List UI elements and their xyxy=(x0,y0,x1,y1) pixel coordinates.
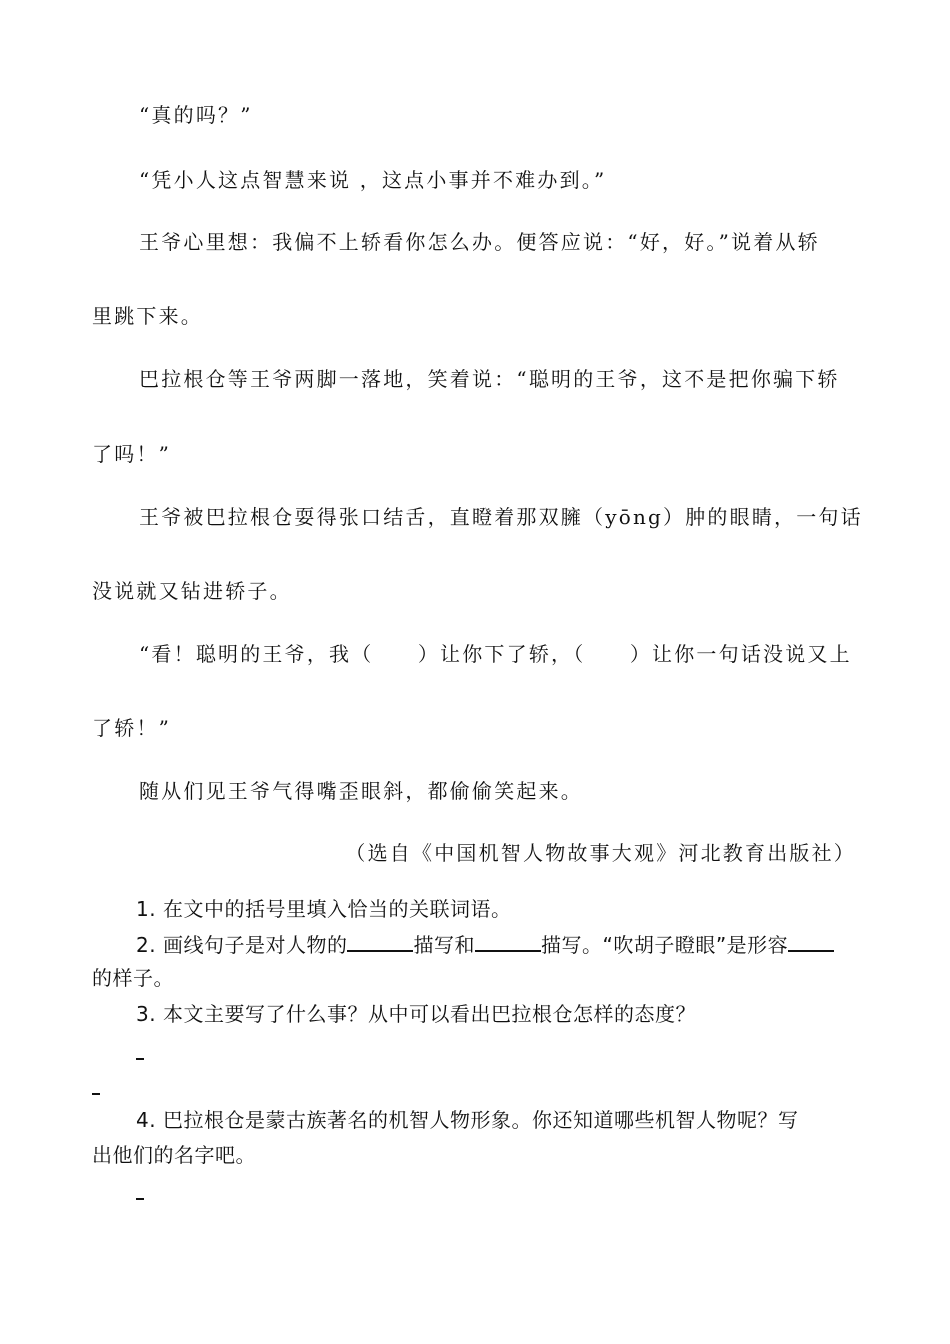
answer-blank-2[interactable] xyxy=(475,930,541,952)
question-2 xyxy=(136,930,834,959)
source-citation: （选自《中国机智人物故事大观》河北教育出版社） xyxy=(345,841,856,865)
story-line-9: “看！聪明的王爷，我（ ）让你下了轿，（ ）让你一句话没说又上 xyxy=(139,642,852,666)
question-4-line-2: 出他们的名字吧。 xyxy=(92,1143,256,1167)
question-4-line-1: 4. 巴拉根仓是蒙古族著名的机智人物形象。你还知道哪些机智人物呢？写 xyxy=(136,1108,799,1132)
answer-line-3a[interactable] xyxy=(136,1058,144,1060)
question-2-part-2: 描写和 xyxy=(413,933,475,957)
question-2-part-1: 2. 画线句子是对人物的 xyxy=(136,933,348,957)
answer-blank-3[interactable] xyxy=(788,930,834,952)
question-3: 3. 本文主要写了什么事？从中可以看出巴拉根仓怎样的态度？ xyxy=(136,1002,696,1026)
question-2-part-3: 描写。“吹胡子瞪眼”是形容 xyxy=(540,933,789,957)
story-line-2: “凭小人这点智慧来说 ，这点小事并不难办到。” xyxy=(139,168,607,192)
story-line-1: “真的吗？” xyxy=(139,103,253,127)
story-line-6: 了吗！” xyxy=(92,442,172,466)
story-line-4: 里跳下来。 xyxy=(92,304,203,328)
answer-line-4[interactable] xyxy=(136,1198,144,1200)
story-line-8: 没说就又钻进轿子。 xyxy=(92,579,292,603)
story-line-11: 随从们见王爷气得嘴歪眼斜，都偷偷笑起来。 xyxy=(139,779,583,803)
answer-line-3b[interactable] xyxy=(92,1093,100,1095)
story-line-10: 了轿！” xyxy=(92,716,172,740)
story-line-5: 巴拉根仓等王爷两脚一落地，笑着说：“聪明的王爷，这不是把你骗下轿 xyxy=(139,367,840,391)
question-1: 1. 在文中的括号里填入恰当的关联词语。 xyxy=(136,897,512,921)
question-2-continued: 的样子。 xyxy=(92,966,174,990)
answer-blank-1[interactable] xyxy=(347,930,413,952)
story-line-7: 王爷被巴拉根仓耍得张口结舌，直瞪着那双臃（yōng）肿的眼睛，一句话 xyxy=(139,505,863,529)
story-line-3: 王爷心里想：我偏不上轿看你怎么办。便答应说：“好，好。”说着从轿 xyxy=(139,230,820,254)
